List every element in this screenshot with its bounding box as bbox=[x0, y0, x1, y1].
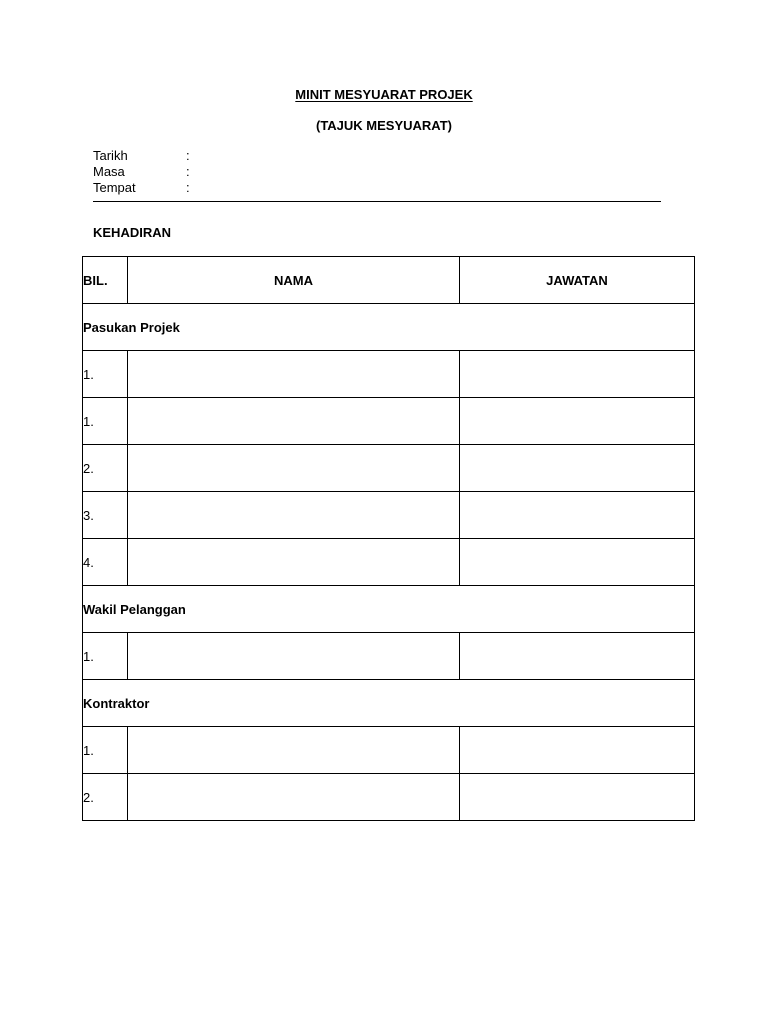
horizontal-divider bbox=[93, 201, 661, 202]
name-cell[interactable] bbox=[128, 727, 460, 774]
name-cell[interactable] bbox=[128, 351, 460, 398]
table-row bbox=[83, 492, 695, 539]
detail-label: Tarikh bbox=[93, 148, 128, 163]
detail-row-time bbox=[93, 164, 196, 180]
row-number: 2. bbox=[83, 445, 128, 492]
header-bil: BIL. bbox=[83, 257, 128, 304]
row-number: 3. bbox=[83, 492, 128, 539]
position-cell[interactable] bbox=[460, 727, 695, 774]
document-title: MINIT MESYUARAT PROJEK bbox=[295, 87, 473, 102]
group-label: Wakil Pelanggan bbox=[83, 586, 695, 633]
position-cell[interactable] bbox=[460, 774, 695, 821]
table-row bbox=[83, 445, 695, 492]
detail-row-place bbox=[93, 180, 196, 196]
name-cell[interactable] bbox=[128, 445, 460, 492]
row-number: 2. bbox=[83, 774, 128, 821]
position-cell[interactable] bbox=[460, 492, 695, 539]
table-row bbox=[83, 633, 695, 680]
table-header-row bbox=[83, 257, 695, 304]
position-cell[interactable] bbox=[460, 445, 695, 492]
table-row bbox=[83, 727, 695, 774]
table-row bbox=[83, 774, 695, 821]
row-number: 4. bbox=[83, 539, 128, 586]
name-cell[interactable] bbox=[128, 398, 460, 445]
row-number: 1. bbox=[83, 398, 128, 445]
detail-separator: : bbox=[186, 148, 190, 163]
name-cell[interactable] bbox=[128, 633, 460, 680]
detail-label: Masa bbox=[93, 164, 125, 179]
detail-separator: : bbox=[186, 180, 190, 195]
document-subtitle: (TAJUK MESYUARAT) bbox=[315, 118, 452, 133]
row-number: 1. bbox=[83, 633, 128, 680]
table-row bbox=[83, 351, 695, 398]
header-nama: NAMA bbox=[128, 257, 460, 304]
position-cell[interactable] bbox=[460, 398, 695, 445]
detail-row-date bbox=[93, 148, 196, 164]
detail-label: Tempat bbox=[93, 180, 136, 195]
header-jawatan: JAWATAN bbox=[460, 257, 695, 304]
group-label: Pasukan Projek bbox=[83, 304, 695, 351]
table-row bbox=[83, 398, 695, 445]
meeting-details bbox=[93, 148, 196, 196]
name-cell[interactable] bbox=[128, 492, 460, 539]
group-label: Kontraktor bbox=[83, 680, 695, 727]
group-row-kontraktor bbox=[83, 680, 695, 727]
group-row-pasukan-projek bbox=[83, 304, 695, 351]
name-cell[interactable] bbox=[128, 539, 460, 586]
table-row bbox=[83, 539, 695, 586]
group-row-wakil-pelanggan bbox=[83, 586, 695, 633]
name-cell[interactable] bbox=[128, 774, 460, 821]
position-cell[interactable] bbox=[460, 351, 695, 398]
row-number: 1. bbox=[83, 351, 128, 398]
row-number: 1. bbox=[83, 727, 128, 774]
detail-separator: : bbox=[186, 164, 190, 179]
position-cell[interactable] bbox=[460, 539, 695, 586]
position-cell[interactable] bbox=[460, 633, 695, 680]
attendance-table bbox=[82, 256, 695, 821]
attendance-heading: KEHADIRAN bbox=[93, 225, 171, 240]
